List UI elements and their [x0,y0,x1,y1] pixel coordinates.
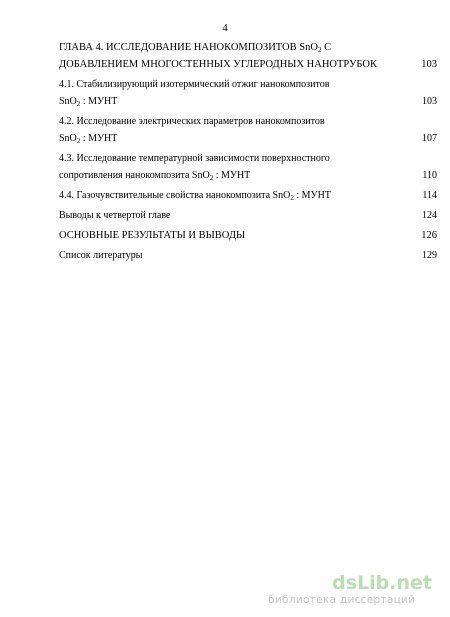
watermark-tagline: библиотека диссертаций [268,594,416,606]
page-number: 4 [222,22,228,34]
toc-line [59,77,437,92]
toc-line [59,248,437,263]
toc-page-number: 103 [422,96,437,107]
toc-line [59,228,437,243]
toc-entry-text: ГЛАВА 4. ИССЛЕДОВАНИЕ НАНОКОМПОЗИТОВ SnO$_2$ С [59,42,332,54]
toc-page-number: 103 [421,59,437,70]
toc-entry-text: Список литературы [59,250,143,261]
toc-line [59,57,437,72]
toc-entry-text: SnO$_2$ : МУНТ [59,133,118,145]
watermark-logo: dsLib.net [332,572,432,594]
toc-page-number: 126 [421,230,437,241]
toc-entry-text: 4.4. Газочувствительные свойства нанокомпозита SnO$_2$ : МУНТ [59,190,331,202]
toc-entry-text: ДОБАВЛЕНИЕМ МНОГОСТЕННЫХ УГЛЕРОДНЫХ НАНОТРУБОК [59,59,377,70]
toc-line [59,208,437,223]
toc-page-number: 107 [422,133,437,144]
toc-entry-text: ОСНОВНЫЕ РЕЗУЛЬТАТЫ И ВЫВОДЫ [59,230,246,241]
watermark [268,573,432,607]
toc-entry-text: SnO$_2$ : МУНТ [59,96,118,108]
toc-page-number: 124 [422,210,437,221]
toc-entry-text: Выводы к четвертой главе [59,210,171,221]
toc-line [59,188,437,203]
toc-line [59,114,437,129]
toc-page-number: 129 [422,250,437,261]
toc-entry-text: 4.3. Исследование температурной зависимости поверхностного [59,153,330,164]
toc-entry-text: сопротивления нанокомпозита SnO$_2$ : МУНТ [59,170,251,182]
table-of-contents [59,40,437,265]
toc-page-number: 110 [422,170,437,181]
toc-line [59,40,437,55]
toc-line [59,151,437,166]
toc-entry-text: 4.2. Исследование электрических параметров нанокомпозитов [59,116,325,127]
toc-line [59,131,437,146]
toc-line [59,168,437,183]
toc-line [59,94,437,109]
toc-entry-text: 4.1. Стабилизирующий изотермический отжиг нанокомпозитов [59,79,330,90]
toc-page-number: 114 [422,190,437,201]
